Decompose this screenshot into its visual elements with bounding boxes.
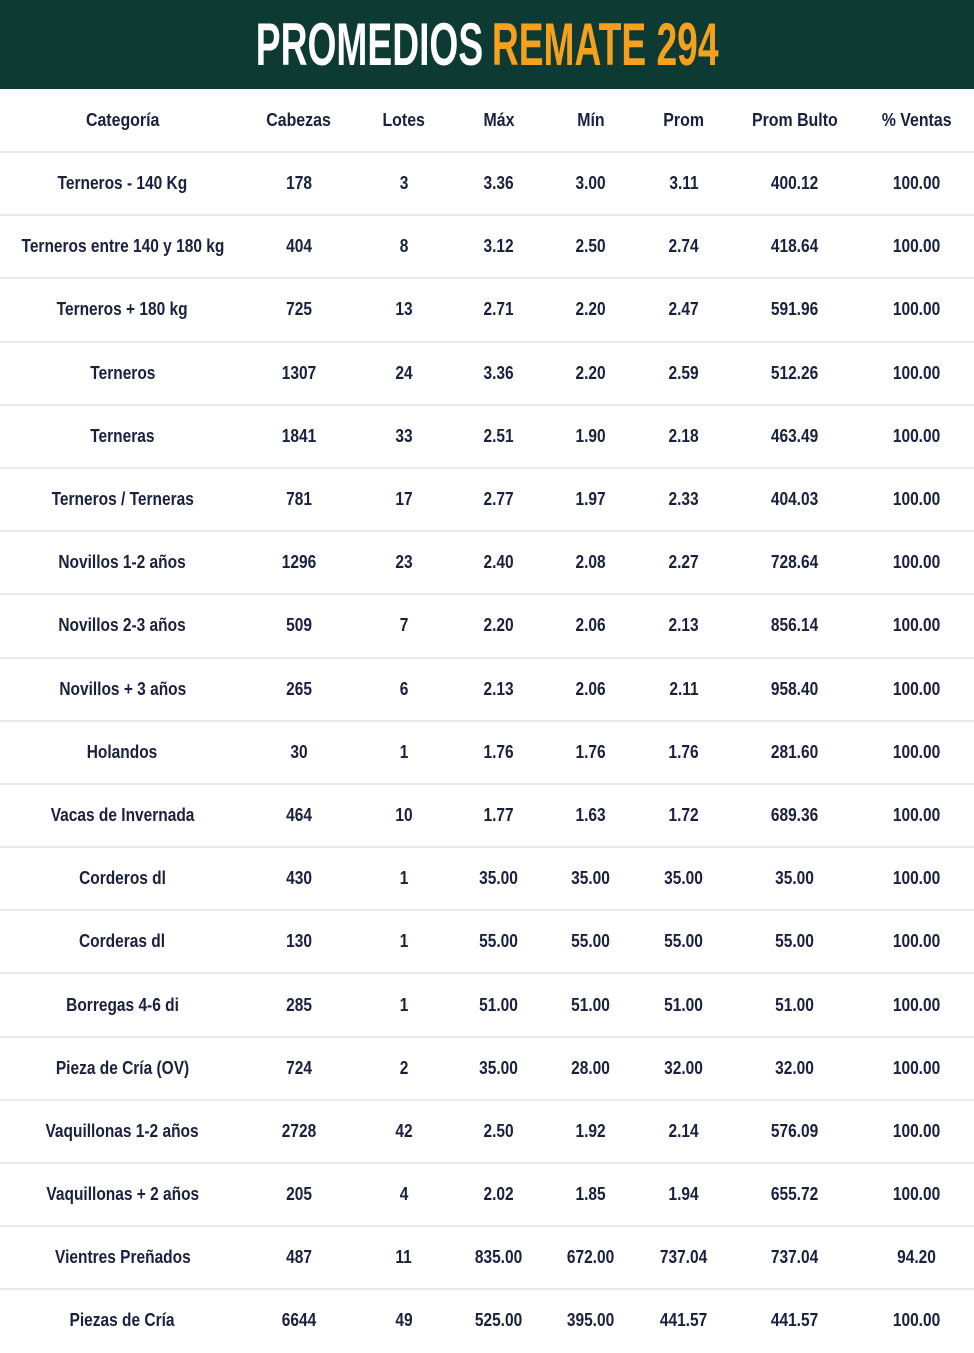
cell-min: 1.63 [575, 804, 606, 825]
cell-pct-ventas: 100.00 [893, 1120, 941, 1141]
table-row [0, 909, 974, 972]
cell-pct-ventas: 94.20 [897, 1247, 937, 1268]
cell-cabezas: 509 [286, 615, 312, 636]
cell-pct-ventas: 100.00 [893, 868, 941, 889]
cell-min: 35.00 [571, 868, 610, 889]
cell-prom-bulto: 441.57 [771, 1310, 819, 1331]
cell-categoria: Borregas 4-6 di [66, 994, 179, 1015]
cell-categoria: Piezas de Cría [70, 1310, 175, 1331]
cell-lotes: 10 [395, 804, 413, 825]
cell-min: 2.08 [575, 552, 606, 573]
cell-prom-bulto: 55.00 [775, 931, 815, 952]
cell-max: 835.00 [475, 1247, 523, 1268]
cell-categoria: Corderos dl [79, 868, 166, 889]
cell-categoria: Terneros entre 140 y 180 kg [21, 236, 224, 257]
cell-pct-ventas: 100.00 [893, 1310, 941, 1331]
cell-lotes: 33 [395, 425, 413, 446]
cell-prom: 2.47 [668, 299, 700, 320]
cell-prom-bulto: 463.49 [771, 425, 819, 446]
cell-min: 395.00 [566, 1310, 615, 1331]
cell-pct-ventas: 100.00 [893, 615, 941, 636]
table-row [0, 404, 974, 467]
cell-max: 2.02 [483, 1184, 515, 1205]
cell-lotes: 2 [399, 1057, 409, 1078]
cell-min: 51.00 [571, 994, 610, 1015]
cell-prom: 2.59 [668, 362, 700, 383]
cell-pct-ventas: 100.00 [893, 1057, 941, 1078]
cell-pct-ventas: 100.00 [893, 362, 941, 383]
cell-categoria: Terneros + 180 kg [57, 299, 188, 320]
cell-cabezas: 404 [286, 236, 312, 257]
cell-prom: 55.00 [664, 931, 704, 952]
cell-max: 1.77 [483, 804, 515, 825]
table-row [0, 1036, 974, 1099]
cell-prom-bulto: 576.09 [771, 1120, 819, 1141]
cell-cabezas: 1841 [281, 425, 317, 446]
cell-max: 2.20 [483, 615, 515, 636]
cell-min: 2.06 [575, 615, 606, 636]
cell-cabezas: 724 [286, 1057, 312, 1078]
cell-categoria: Holandos [87, 741, 158, 762]
column-header-categoria: Categoría [85, 109, 160, 130]
cell-cabezas: 178 [286, 173, 312, 194]
cell-categoria: Vacas de Invernada [50, 804, 195, 825]
cell-cabezas: 205 [286, 1184, 312, 1205]
cell-cabezas: 30 [290, 741, 308, 762]
cell-prom: 737.04 [660, 1247, 708, 1268]
table-row [0, 1288, 974, 1351]
cell-prom: 32.00 [664, 1057, 704, 1078]
cell-categoria: Novillos 1-2 años [58, 552, 187, 573]
cell-lotes: 1 [399, 741, 409, 762]
cell-prom: 2.33 [668, 489, 700, 510]
cell-prom-bulto: 32.00 [775, 1057, 815, 1078]
cell-max: 35.00 [479, 1057, 519, 1078]
column-header-max: Máx [483, 109, 515, 130]
cell-cabezas: 285 [286, 994, 312, 1015]
cell-prom: 2.14 [668, 1120, 700, 1141]
cell-lotes: 6 [399, 678, 409, 699]
cell-min: 2.06 [575, 678, 606, 699]
cell-min: 1.92 [575, 1120, 606, 1141]
cell-lotes: 24 [395, 362, 413, 383]
cell-pct-ventas: 100.00 [893, 931, 941, 952]
cell-lotes: 1 [399, 994, 409, 1015]
cell-max: 51.00 [479, 994, 519, 1015]
cell-categoria: Terneros - 140 Kg [57, 173, 188, 194]
cell-categoria: Terneros [89, 362, 156, 383]
cell-prom-bulto: 958.40 [771, 678, 819, 699]
cell-prom-bulto: 281.60 [771, 741, 819, 762]
table-row [0, 530, 974, 593]
cell-pct-ventas: 100.00 [893, 552, 941, 573]
cell-pct-ventas: 100.00 [893, 804, 941, 825]
cell-lotes: 23 [395, 552, 413, 573]
table-row [0, 341, 974, 404]
cell-max: 3.12 [483, 236, 515, 257]
table-row [0, 593, 974, 656]
cell-max: 2.51 [483, 425, 515, 446]
cell-max: 3.36 [483, 362, 515, 383]
cell-prom-bulto: 400.12 [771, 173, 819, 194]
cell-min: 1.76 [575, 741, 606, 762]
cell-min: 3.00 [575, 173, 606, 194]
banner [0, 0, 974, 89]
cell-cabezas: 6644 [281, 1310, 317, 1331]
cell-max: 2.50 [483, 1120, 515, 1141]
cell-min: 2.20 [575, 299, 606, 320]
cell-lotes: 3 [399, 173, 409, 194]
cell-prom-bulto: 512.26 [771, 362, 819, 383]
cell-max: 2.13 [483, 678, 515, 699]
table-header-row [0, 89, 974, 151]
cell-lotes: 49 [395, 1310, 413, 1331]
cell-max: 2.77 [483, 489, 515, 510]
column-header-prom-bulto: Prom Bulto [752, 109, 838, 130]
cell-max: 525.00 [475, 1310, 523, 1331]
cell-prom: 2.18 [668, 425, 700, 446]
cell-prom-bulto: 591.96 [771, 299, 819, 320]
cell-prom-bulto: 737.04 [771, 1247, 819, 1268]
cell-min: 1.97 [575, 489, 606, 510]
cell-lotes: 8 [399, 236, 409, 257]
page-title [256, 0, 719, 89]
cell-cabezas: 1307 [281, 362, 317, 383]
table-row [0, 1162, 974, 1225]
cell-prom: 2.13 [668, 615, 700, 636]
title-remate-number: REMATE 294 [491, 11, 719, 78]
cell-categoria: Pieza de Cría (OV) [55, 1057, 190, 1078]
table-row [0, 972, 974, 1035]
cell-pct-ventas: 100.00 [893, 173, 941, 194]
cell-cabezas: 430 [286, 868, 312, 889]
column-header-lotes: Lotes [382, 109, 426, 130]
table-row [0, 657, 974, 720]
cell-pct-ventas: 100.00 [893, 299, 941, 320]
cell-max: 35.00 [479, 868, 519, 889]
table-body [0, 151, 974, 1352]
cell-min: 1.90 [575, 425, 606, 446]
cell-pct-ventas: 100.00 [893, 1184, 941, 1205]
cell-pct-ventas: 100.00 [893, 236, 941, 257]
table-row [0, 467, 974, 530]
cell-min: 2.50 [575, 236, 606, 257]
table-row [0, 151, 974, 214]
cell-prom: 2.27 [668, 552, 700, 573]
cell-min: 2.20 [575, 362, 606, 383]
cell-lotes: 13 [395, 299, 413, 320]
cell-cabezas: 2728 [281, 1120, 317, 1141]
cell-prom: 35.00 [664, 868, 704, 889]
cell-prom-bulto: 655.72 [771, 1184, 819, 1205]
cell-min: 28.00 [571, 1057, 610, 1078]
cell-min: 1.85 [575, 1184, 606, 1205]
column-header-prom: Prom [663, 109, 705, 130]
cell-min: 55.00 [571, 931, 610, 952]
cell-prom: 3.11 [669, 173, 699, 194]
cell-lotes: 42 [395, 1120, 413, 1141]
cell-lotes: 11 [395, 1247, 413, 1268]
cell-categoria: Corderas dl [79, 931, 166, 952]
table-row [0, 214, 974, 277]
cell-categoria: Novillos 2-3 años [58, 615, 187, 636]
table-row [0, 277, 974, 340]
table-row [0, 720, 974, 783]
table-row [0, 1225, 974, 1288]
cell-prom: 51.00 [664, 994, 704, 1015]
cell-lotes: 4 [399, 1184, 409, 1205]
cell-categoria: Novillos + 3 años [59, 678, 186, 699]
cell-cabezas: 265 [286, 678, 312, 699]
cell-prom-bulto: 689.36 [771, 804, 819, 825]
cell-lotes: 7 [399, 615, 409, 636]
cell-prom: 2.11 [669, 678, 699, 699]
cell-cabezas: 464 [286, 804, 312, 825]
table-row [0, 783, 974, 846]
cell-prom: 1.76 [668, 741, 700, 762]
cell-categoria: Vaquillonas 1-2 años [45, 1120, 200, 1141]
cell-prom-bulto: 418.64 [771, 236, 819, 257]
cell-max: 3.36 [483, 173, 515, 194]
column-header-min: Mín [576, 109, 605, 130]
cell-prom-bulto: 728.64 [771, 552, 819, 573]
cell-categoria: Terneros / Terneras [51, 489, 194, 510]
cell-categoria: Vaquillonas + 2 años [46, 1184, 199, 1205]
cell-pct-ventas: 100.00 [893, 425, 941, 446]
promedios-table [0, 89, 974, 1352]
cell-cabezas: 725 [286, 299, 312, 320]
cell-prom-bulto: 404.03 [771, 489, 819, 510]
cell-prom: 1.72 [668, 804, 700, 825]
cell-max: 55.00 [479, 931, 519, 952]
cell-pct-ventas: 100.00 [893, 678, 941, 699]
cell-lotes: 1 [399, 931, 409, 952]
cell-max: 2.71 [483, 299, 515, 320]
title-main: PROMEDIOS [255, 11, 483, 78]
cell-cabezas: 1296 [281, 552, 317, 573]
cell-lotes: 17 [395, 489, 413, 510]
cell-pct-ventas: 100.00 [893, 489, 941, 510]
column-header-cabezas: Cabezas [266, 109, 332, 130]
table-row [0, 846, 974, 909]
cell-categoria: Vientres Preñados [54, 1247, 191, 1268]
cell-categoria: Terneras [90, 425, 155, 446]
cell-max: 2.40 [483, 552, 515, 573]
table-row [0, 1099, 974, 1162]
cell-max: 1.76 [483, 741, 515, 762]
cell-cabezas: 781 [286, 489, 312, 510]
cell-prom-bulto: 35.00 [775, 868, 815, 889]
cell-cabezas: 487 [286, 1247, 312, 1268]
cell-prom: 1.94 [668, 1184, 700, 1205]
cell-prom: 2.74 [668, 236, 700, 257]
cell-min: 672.00 [566, 1247, 615, 1268]
cell-pct-ventas: 100.00 [893, 741, 941, 762]
cell-prom: 441.57 [660, 1310, 708, 1331]
cell-prom-bulto: 856.14 [771, 615, 819, 636]
column-header-pct-ventas: % Ventas [882, 109, 952, 130]
cell-cabezas: 130 [286, 931, 312, 952]
cell-pct-ventas: 100.00 [893, 994, 941, 1015]
cell-prom-bulto: 51.00 [775, 994, 815, 1015]
cell-lotes: 1 [399, 868, 409, 889]
